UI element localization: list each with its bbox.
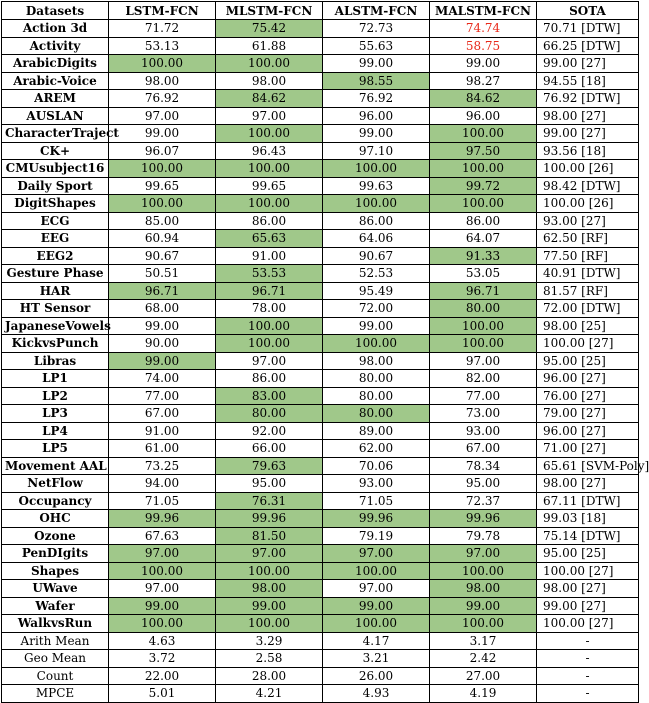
score-cell: 84.62	[216, 90, 323, 108]
dataset-name: WalkvsRun	[2, 615, 109, 633]
score-cell: 99.00	[430, 597, 537, 615]
score-cell: 80.00	[323, 405, 430, 423]
summary-sota-cell: -	[537, 650, 639, 668]
score-cell: 71.72	[109, 20, 216, 38]
summary-cell: 4.93	[323, 685, 430, 703]
sota-cell: 98.00 [27]	[537, 107, 639, 125]
summary-sota-cell: -	[537, 667, 639, 685]
score-cell: 74.74	[430, 20, 537, 38]
score-cell: 67.63	[109, 527, 216, 545]
results-table	[1, 1, 649, 703]
score-cell: 67.00	[430, 440, 537, 458]
score-cell: 100.00	[216, 335, 323, 353]
dataset-name: Shapes	[2, 562, 109, 580]
score-cell: 97.00	[323, 545, 430, 563]
table-row	[2, 212, 639, 230]
score-cell: 68.00	[109, 300, 216, 318]
summary-cell: 28.00	[216, 667, 323, 685]
score-cell: 86.00	[216, 370, 323, 388]
score-cell: 100.00	[109, 55, 216, 73]
score-cell: 100.00	[216, 615, 323, 633]
score-cell: 74.00	[109, 370, 216, 388]
summary-cell: 27.00	[430, 667, 537, 685]
dataset-name: EEG2	[2, 247, 109, 265]
summary-label: Count	[2, 667, 109, 685]
score-cell: 98.55	[323, 72, 430, 90]
dataset-name: HAR	[2, 282, 109, 300]
table-row	[2, 527, 639, 545]
score-cell: 82.00	[430, 370, 537, 388]
score-cell: 73.25	[109, 457, 216, 475]
summary-cell: 3.17	[430, 632, 537, 650]
score-cell: 100.00	[109, 195, 216, 213]
summary-label: Arith Mean	[2, 632, 109, 650]
score-cell: 79.19	[323, 527, 430, 545]
score-cell: 85.00	[109, 212, 216, 230]
table-row	[2, 335, 639, 353]
table-row	[2, 125, 639, 143]
score-cell: 99.00	[216, 597, 323, 615]
dataset-name: Wafer	[2, 597, 109, 615]
table-row	[2, 597, 639, 615]
score-cell: 53.13	[109, 37, 216, 55]
sota-cell: 40.91 [DTW]	[537, 265, 639, 283]
score-cell: 97.00	[323, 580, 430, 598]
score-cell: 67.00	[109, 405, 216, 423]
score-cell: 99.00	[109, 125, 216, 143]
score-cell: 99.96	[109, 510, 216, 528]
sota-cell: 100.00 [26]	[537, 160, 639, 178]
sota-cell: 76.00 [27]	[537, 387, 639, 405]
score-cell: 97.10	[323, 142, 430, 160]
score-cell: 97.00	[109, 107, 216, 125]
dataset-name: OHC	[2, 510, 109, 528]
sota-cell: 99.00 [27]	[537, 125, 639, 143]
summary-cell: 2.58	[216, 650, 323, 668]
score-cell: 100.00	[109, 160, 216, 178]
score-cell: 99.72	[430, 177, 537, 195]
dataset-name: Movement AAL	[2, 457, 109, 475]
sota-cell: 100.00 [27]	[537, 615, 639, 633]
score-cell: 98.00	[216, 72, 323, 90]
summary-row	[2, 667, 639, 685]
table-row	[2, 405, 639, 423]
dataset-name: Arabic-Voice	[2, 72, 109, 90]
score-cell: 99.65	[109, 177, 216, 195]
header-mlstm-fcn: MLSTM-FCN	[216, 2, 323, 20]
score-cell: 91.00	[109, 422, 216, 440]
sota-cell: 94.55 [18]	[537, 72, 639, 90]
score-cell: 96.71	[109, 282, 216, 300]
summary-row	[2, 685, 639, 703]
header-sota: SOTA	[537, 2, 639, 20]
sota-cell: 77.50 [RF]	[537, 247, 639, 265]
score-cell: 99.00	[109, 352, 216, 370]
score-cell: 99.00	[323, 55, 430, 73]
score-cell: 97.00	[216, 107, 323, 125]
score-cell: 97.00	[109, 545, 216, 563]
summary-cell: 26.00	[323, 667, 430, 685]
sota-cell: 100.00 [27]	[537, 335, 639, 353]
summary-row	[2, 650, 639, 668]
score-cell: 71.05	[323, 492, 430, 510]
score-cell: 100.00	[216, 160, 323, 178]
score-cell: 66.00	[216, 440, 323, 458]
table-row	[2, 90, 639, 108]
dataset-name: PenDIgits	[2, 545, 109, 563]
dataset-name: HT Sensor	[2, 300, 109, 318]
score-cell: 80.00	[323, 387, 430, 405]
table-row	[2, 317, 639, 335]
table-row	[2, 282, 639, 300]
dataset-name: Activity	[2, 37, 109, 55]
table-row	[2, 195, 639, 213]
sota-cell: 95.00 [25]	[537, 352, 639, 370]
score-cell: 99.63	[323, 177, 430, 195]
score-cell: 98.27	[430, 72, 537, 90]
score-cell: 96.00	[430, 107, 537, 125]
score-cell: 100.00	[216, 562, 323, 580]
summary-sota-cell: -	[537, 632, 639, 650]
score-cell: 99.00	[109, 317, 216, 335]
dataset-name: EEG	[2, 230, 109, 248]
table-body	[2, 20, 649, 703]
table-row	[2, 457, 639, 475]
score-cell: 86.00	[430, 212, 537, 230]
score-cell: 100.00	[323, 615, 430, 633]
score-cell: 100.00	[430, 317, 537, 335]
dataset-name: LP4	[2, 422, 109, 440]
sota-cell: 99.03 [18]	[537, 510, 639, 528]
sota-cell: 96.00 [27]	[537, 370, 639, 388]
score-cell: 97.00	[216, 352, 323, 370]
score-cell: 95.00	[216, 475, 323, 493]
score-cell: 99.96	[323, 510, 430, 528]
score-cell: 97.00	[430, 545, 537, 563]
score-cell: 100.00	[216, 195, 323, 213]
table-row	[2, 265, 639, 283]
dataset-name: UWave	[2, 580, 109, 598]
score-cell: 76.31	[216, 492, 323, 510]
score-cell: 100.00	[323, 335, 430, 353]
score-cell: 72.73	[323, 20, 430, 38]
score-cell: 80.00	[216, 405, 323, 423]
score-cell: 72.37	[430, 492, 537, 510]
score-cell: 97.50	[430, 142, 537, 160]
dataset-name: ECG	[2, 212, 109, 230]
score-cell: 65.63	[216, 230, 323, 248]
dataset-name: AREM	[2, 90, 109, 108]
score-cell: 62.00	[323, 440, 430, 458]
score-cell: 100.00	[430, 335, 537, 353]
table-row	[2, 247, 639, 265]
score-cell: 96.00	[323, 107, 430, 125]
header-malstm-fcn: MALSTM-FCN	[430, 2, 537, 20]
score-cell: 100.00	[216, 55, 323, 73]
score-cell: 98.00	[323, 352, 430, 370]
score-cell: 99.00	[109, 597, 216, 615]
score-cell: 98.00	[430, 580, 537, 598]
summary-label: MPCE	[2, 685, 109, 703]
score-cell: 98.00	[216, 580, 323, 598]
score-cell: 60.94	[109, 230, 216, 248]
sota-cell: 98.00 [25]	[537, 317, 639, 335]
score-cell: 61.88	[216, 37, 323, 55]
score-cell: 75.42	[216, 20, 323, 38]
dataset-name: KickvsPunch	[2, 335, 109, 353]
score-cell: 90.00	[109, 335, 216, 353]
score-cell: 92.00	[216, 422, 323, 440]
score-cell: 99.65	[216, 177, 323, 195]
score-cell: 80.00	[323, 370, 430, 388]
score-cell: 95.00	[430, 475, 537, 493]
sota-cell: 79.00 [27]	[537, 405, 639, 423]
dataset-name: NetFlow	[2, 475, 109, 493]
score-cell: 72.00	[323, 300, 430, 318]
dataset-name: LP1	[2, 370, 109, 388]
score-cell: 100.00	[216, 125, 323, 143]
score-cell: 96.71	[430, 282, 537, 300]
score-cell: 95.49	[323, 282, 430, 300]
table-row	[2, 580, 639, 598]
sota-cell: 99.00 [27]	[537, 55, 639, 73]
summary-cell: 4.19	[430, 685, 537, 703]
score-cell: 99.00	[323, 317, 430, 335]
score-cell: 100.00	[430, 615, 537, 633]
score-cell: 64.06	[323, 230, 430, 248]
sota-cell: 71.00 [27]	[537, 440, 639, 458]
score-cell: 73.00	[430, 405, 537, 423]
score-cell: 97.00	[216, 545, 323, 563]
sota-cell: 67.11 [DTW]	[537, 492, 639, 510]
score-cell: 90.67	[109, 247, 216, 265]
sota-cell: 66.25 [DTW]	[537, 37, 639, 55]
table-row	[2, 142, 639, 160]
table-row	[2, 177, 639, 195]
score-cell: 100.00	[109, 562, 216, 580]
score-cell: 89.00	[323, 422, 430, 440]
sota-cell: 100.00 [26]	[537, 195, 639, 213]
score-cell: 86.00	[323, 212, 430, 230]
score-cell: 81.50	[216, 527, 323, 545]
score-cell: 96.43	[216, 142, 323, 160]
sota-cell: 62.50 [RF]	[537, 230, 639, 248]
summary-row	[2, 632, 639, 650]
summary-cell: 4.17	[323, 632, 430, 650]
sota-cell: 93.00 [27]	[537, 212, 639, 230]
sota-cell: 96.00 [27]	[537, 422, 639, 440]
table-row	[2, 20, 639, 38]
summary-sota-cell: -	[537, 685, 639, 703]
dataset-name: Gesture Phase	[2, 265, 109, 283]
score-cell: 84.62	[430, 90, 537, 108]
score-cell: 99.00	[323, 125, 430, 143]
score-cell: 77.00	[430, 387, 537, 405]
dataset-name: Ozone	[2, 527, 109, 545]
table-row	[2, 370, 639, 388]
dataset-name: Daily Sport	[2, 177, 109, 195]
summary-cell: 3.72	[109, 650, 216, 668]
dataset-name: CharacterTraject	[2, 125, 109, 143]
score-cell: 79.78	[430, 527, 537, 545]
dataset-name: CK+	[2, 142, 109, 160]
sota-cell: 72.00 [DTW]	[537, 300, 639, 318]
dataset-name: ArabicDigits	[2, 55, 109, 73]
score-cell: 76.92	[109, 90, 216, 108]
score-cell: 100.00	[323, 562, 430, 580]
summary-cell: 5.01	[109, 685, 216, 703]
score-cell: 97.00	[109, 580, 216, 598]
score-cell: 86.00	[216, 212, 323, 230]
table-row	[2, 387, 639, 405]
sota-cell: 98.00 [27]	[537, 580, 639, 598]
score-cell: 91.33	[430, 247, 537, 265]
summary-cell: 22.00	[109, 667, 216, 685]
score-cell: 70.06	[323, 457, 430, 475]
score-cell: 94.00	[109, 475, 216, 493]
summary-label: Geo Mean	[2, 650, 109, 668]
table-row	[2, 37, 639, 55]
score-cell: 79.63	[216, 457, 323, 475]
score-cell: 97.00	[430, 352, 537, 370]
score-cell: 78.34	[430, 457, 537, 475]
score-cell: 76.92	[323, 90, 430, 108]
sota-cell: 100.00 [27]	[537, 562, 639, 580]
table-row	[2, 107, 639, 125]
score-cell: 98.00	[109, 72, 216, 90]
dataset-name: LP5	[2, 440, 109, 458]
score-cell: 53.53	[216, 265, 323, 283]
score-cell: 100.00	[323, 160, 430, 178]
sota-cell: 70.71 [DTW]	[537, 20, 639, 38]
score-cell: 77.00	[109, 387, 216, 405]
header-alstm-fcn: ALSTM-FCN	[323, 2, 430, 20]
table-row	[2, 300, 639, 318]
score-cell: 50.51	[109, 265, 216, 283]
score-cell: 100.00	[216, 317, 323, 335]
dataset-name: AUSLAN	[2, 107, 109, 125]
score-cell: 99.96	[430, 510, 537, 528]
score-cell: 53.05	[430, 265, 537, 283]
score-cell: 96.07	[109, 142, 216, 160]
score-cell: 71.05	[109, 492, 216, 510]
table-row	[2, 55, 639, 73]
score-cell: 93.00	[323, 475, 430, 493]
score-cell: 83.00	[216, 387, 323, 405]
table-row	[2, 562, 639, 580]
table-row	[2, 352, 639, 370]
summary-cell: 3.21	[323, 650, 430, 668]
sota-cell: 98.42 [DTW]	[537, 177, 639, 195]
dataset-name: LP2	[2, 387, 109, 405]
score-cell: 100.00	[430, 195, 537, 213]
sota-cell: 95.00 [25]	[537, 545, 639, 563]
summary-cell: 3.29	[216, 632, 323, 650]
score-cell: 78.00	[216, 300, 323, 318]
sota-cell: 81.57 [RF]	[537, 282, 639, 300]
dataset-name: CMUsubject16	[2, 160, 109, 178]
sota-cell: 93.56 [18]	[537, 142, 639, 160]
dataset-name: DigitShapes	[2, 195, 109, 213]
score-cell: 91.00	[216, 247, 323, 265]
score-cell: 58.75	[430, 37, 537, 55]
sota-cell: 75.14 [DTW]	[537, 527, 639, 545]
sota-cell: 65.61 [SVM-Poly]	[537, 457, 639, 475]
table-row	[2, 510, 639, 528]
table-row	[2, 615, 639, 633]
table-row	[2, 230, 639, 248]
score-cell: 100.00	[430, 160, 537, 178]
score-cell: 99.00	[430, 55, 537, 73]
table-row	[2, 72, 639, 90]
header-lstm-fcn: LSTM-FCN	[109, 2, 216, 20]
table-row	[2, 492, 639, 510]
sota-cell: 98.00 [27]	[537, 475, 639, 493]
score-cell: 93.00	[430, 422, 537, 440]
score-cell: 61.00	[109, 440, 216, 458]
dataset-name: Action 3d	[2, 20, 109, 38]
score-cell: 90.67	[323, 247, 430, 265]
score-cell: 100.00	[430, 125, 537, 143]
dataset-name: Occupancy	[2, 492, 109, 510]
score-cell: 100.00	[430, 562, 537, 580]
table-row	[2, 545, 639, 563]
score-cell: 99.00	[323, 597, 430, 615]
dataset-name: JapaneseVowels	[2, 317, 109, 335]
score-cell: 100.00	[109, 615, 216, 633]
score-cell: 64.07	[430, 230, 537, 248]
summary-cell: 2.42	[430, 650, 537, 668]
summary-cell: 4.21	[216, 685, 323, 703]
sota-cell: 76.92 [DTW]	[537, 90, 639, 108]
header-row	[2, 2, 639, 20]
summary-cell: 4.63	[109, 632, 216, 650]
table-row	[2, 160, 639, 178]
table-row	[2, 475, 639, 493]
score-cell: 100.00	[323, 195, 430, 213]
table-row	[2, 422, 639, 440]
score-cell: 99.96	[216, 510, 323, 528]
table-row	[2, 440, 639, 458]
score-cell: 96.71	[216, 282, 323, 300]
dataset-name: LP3	[2, 405, 109, 423]
header-datasets: Datasets	[2, 2, 109, 20]
sota-cell: 99.00 [27]	[537, 597, 639, 615]
score-cell: 80.00	[430, 300, 537, 318]
score-cell: 55.63	[323, 37, 430, 55]
score-cell: 52.53	[323, 265, 430, 283]
dataset-name: Libras	[2, 352, 109, 370]
